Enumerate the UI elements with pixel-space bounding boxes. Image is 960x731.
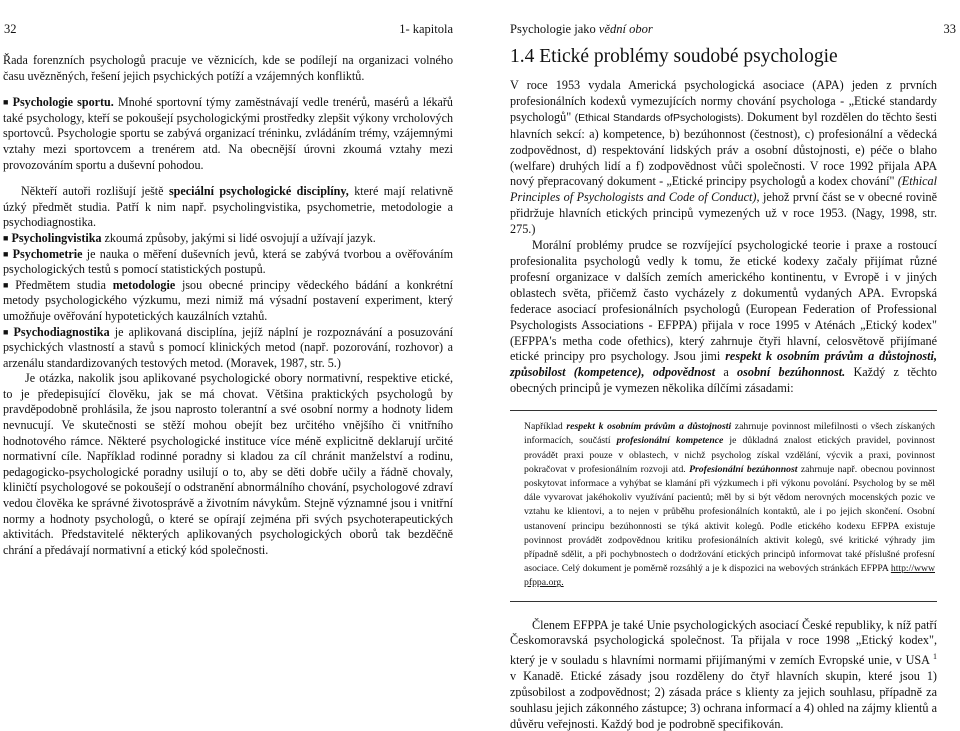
right-page — [480, 0, 960, 731]
term-psychodiagnostics: Psychodiagnostika — [13, 324, 110, 339]
running-head-left: 1- kapitola — [399, 22, 453, 36]
text-apa-a: V roce 1953 vydala Americká psychologická asociace (APA) jeden z prvních profesionálních kodexů vymezujících normy chování psychologa - „Etické standardy psychologů" — [510, 78, 937, 124]
box-text-e: je důkladná znalost etických pravidel, povinnost provádět praxi pouze v oblastech, v nichž psycholog získal vzdělání, výcvik a praxi, povinnost pokračovat v profesionálním rozvoji atd. — [524, 435, 935, 475]
running-head-plain: Psychologie jako — [510, 22, 599, 36]
text-sport-psychology: Mnohé sportovní týmy zaměstnávají vedle trenérů, masérů a lékařů také psychology, kteří se pokoušejí psychologickými prostředky zlepšit výkony vrcholových sportovců. Psychologie sportu se zabývá organizací tréninku, zvládáním trémy, vzájemnými vztahy mezi sportovcem a trenérem atd. Na obecnější úrovni zkoumá vztahy mezi provozováním sportu a duševní pohodou. — [3, 95, 453, 172]
paragraph-sport-psychology — [3, 95, 453, 173]
term-psycholinguistics: Psycholingvistika — [11, 230, 102, 245]
paragraph-special-disciplines — [3, 184, 453, 231]
text-apa-c: Dokument byl rozdělen do těchto šesti hlavních sekcí: a) kompetence, b) bezúhonnost (čestnost), c) profesionální a vědecká zodpovědnost, d) respektování lidských práv a osobní důstojnosti, e) péče o blaho (welfare) druhých lidí a f) zodpovědnost vůči společnosti. V roce 1992 přijala APA nový přepracovaný dokument - „Etické principy psychologů a kodex chování" — [510, 109, 937, 189]
running-head-right — [510, 22, 653, 37]
box-term-integrity: Profesionální bezúhonnost — [689, 463, 798, 475]
text-integrity-bold: osobní bezúhonnost. — [737, 365, 846, 380]
text-apa-italic: (Ethical Principles of Psychologists and Code of Conduct), — [510, 174, 937, 205]
section-title: 1.4 Etické problémy soudobé psychologie — [510, 46, 838, 67]
text-methodology: jsou obecné principy vědeckého bádání a konkrétní metody psychologického výzkumu, mezi nimiž má výsadní postavení experiment, který umožňuje ověřování hypotetických kauzálních vztahů. — [3, 277, 454, 323]
text-principles-bold: respekt k osobním právům a důstojnosti, způsobilost (kompetence), odpovědnost — [510, 349, 937, 380]
text-methodology-pre: Předmětem studia — [15, 277, 113, 292]
box-term-competence: profesionální kompetence — [616, 435, 724, 447]
page-number-left: 32 — [4, 22, 17, 36]
text-special-pre: Někteří autoři rozlišují ještě — [21, 184, 169, 199]
paragraph-psycholinguistics — [3, 231, 453, 247]
bullet-square-icon: ■ — [3, 248, 10, 259]
bullet-square-icon: ■ — [3, 232, 9, 243]
example-box — [510, 410, 937, 601]
term-psychometrics: Psychometrie — [12, 246, 83, 261]
box-text-g: zahrnuje např. obecnou povinnost poskytovat informace a vyhýbat se klamání při výzkumech i při výkonu povolání. Psycholog by se měl dále vyvarovat jakéhokoliv využívání pacientů; měl by si být vědom nerovných mocenských pozic ve vztahu ke klientovi, a to nejen v průběhu profesionálních kontaktů, ale i po jejich skončení. Osobní ustanovení principu bezúhonnosti se týká aktivit kolegů. Podle etického kodexu EFPPA existuje povinnost provádět zodpovědnou kritiku profesionálních aktivit kolegů, své kritické výhrady jim případně sdělit, a při pochybnostech o dodržování etických principů informovat také příslušné profesní asociace. Celý dokument je poměrně rozsáhlý a je k dispozici na webových stránkách EFPPA — [524, 463, 935, 575]
bullet-square-icon: ■ — [3, 279, 13, 290]
term-methodology: metodologie — [112, 277, 176, 292]
text-efppa-a: Členem EFPPA je také Unie psychologických asociací České republiky, k níž patří Českomoravská psychologická společnost. Ta přijala v roce 1998 „Etický kodex", který je v souladu s hlavními normami přijímanými v zemích Evropské unie, v USA — [510, 617, 937, 668]
paragraph-forensic: Řada forenzních psychologů pracuje ve věznicích, kde se podílejí na organizaci volného času uvězněných, řešení jejich psychických potíží a vzájemných konfliktů. — [3, 53, 453, 83]
box-text-c: zahrnuje povinnost milefilnosti o všech získaných informacích, součástí — [524, 421, 935, 447]
running-head-italic: vědní obor — [598, 22, 653, 36]
paragraph-normative: Je otázka, nakolik jsou aplikované psychologické obory normativní, respektive etické, to je předepisující člověku, jak se má chovat. Většina praktických psychologů by pravděpodobně prohlásila, že jsou naprosto tolerantní a své osobní normy a hodnoty lidem nevnucují. Ve skutečnosti se stěží mohou obejít bez určitého vnějšího či vnitřního hodnotového rámce. Některé psychologické instituce více méně explicitně deklarují určité normativní cíle. Například rodinné poradny si kladou za cíl chránit manželství a rodinu, pedagogicko-psychologické poradny usilují o to, aby se děti dobře učily a řádně chovaly, kliničtí psychologové se pokoušejí o odstranění abnormálního chování, psychologové zdraví vedou člověka ke správné životosprávě a životním návykům. Stejně významné jsou i vnitřní normy a hodnoty psychologů, o které se opírají zejména při svých psychoterapeutických aktivitách. Představitelé některých aplikovaných psychologických oborů tak bezděčně chrání a předávají normativní a etický kód společnosti. — [3, 371, 453, 557]
text-psycholinguistics: zkoumá způsoby, jakými si lidé osvojují a užívají jazyk. — [101, 230, 376, 245]
term-sport-psychology: Psychologie sportu. — [12, 95, 114, 110]
superscript-footnote: 1 — [933, 652, 937, 662]
text-psychometrics: je nauka o měření duševních jevů, která se zabývá tvorbou a ověřováním psychologických testů s pomocí statistických postupů. — [3, 246, 453, 277]
term-special-disciplines: speciální psychologické disciplíny, — [168, 184, 349, 199]
paragraph-apa — [510, 78, 937, 238]
text-apa-title: (Ethical Standards ofPsychologists). — [574, 111, 744, 124]
text-apa-e: jehož první část se v obecné rovině přidržuje hlavních etických principů vymezených už v roce 1953. (Nagy, 1998, str. 275.) — [510, 190, 937, 237]
bullet-square-icon: ■ — [3, 326, 11, 337]
box-term-respect: respekt k osobním právům a důstojnosti — [566, 421, 732, 433]
paragraph-methodology — [3, 278, 453, 325]
text-efppa-b: v Kanadě. Etické zásady jsou rozděleny do čtyř hlavních skupin, které jsou 1) způsobilost a zodpovědnost; 2) zásada práce s klienty za jejich souhlasu, případně za souhlasu jejich zákonného zástupce; 3) ochrana informací a 4) ohled na zájmy klientů a důvěru veřejnosti. Každý bod je podrobně specifikován. — [510, 669, 937, 731]
text-special-post: které mají relativně úzký předmět studia. Patří k nim např. psycholingvistika, psychometrie, metodologie a psychodiagnostika. — [3, 184, 453, 230]
text-moral-a: Morální problémy prudce se rozvíjející psychologické teorie i praxe a rostoucí profesionalita psychologů vedly k tomu, že etické kodexy začaly přijímat různé profesní organizace v dalších zemích amerického kontinentu, v Evropě i v jiných oblastech světa, přičemž často vycházely z dokumentů vydaných APA. Evropská federace asociací profesionálních psychologů (European Federation of Professional Psychologists Associations - EFPPA) přijala v roce 1995 v Aténách „Etický kodex" (EFPPA's metha code ofethics), který zahrnuje čtyři hlavní, celosvětově přijímané etické principy pro psychology. Jsou jimi — [510, 238, 937, 364]
paragraph-moral-problems — [510, 238, 937, 397]
box-text-a: Například — [524, 421, 567, 433]
paragraph-psychometrics — [3, 247, 453, 278]
paragraph-efppa-member — [510, 618, 937, 731]
bullet-square-icon: ■ — [3, 97, 10, 108]
text-moral-e: Každý z těchto obecných principů je vymezen několika dílčími zásadami: — [510, 365, 937, 396]
right-column — [510, 46, 937, 731]
left-column — [3, 53, 453, 558]
text-psychodiagnostics: je aplikovaná disciplína, jejíž náplní je rozpoznávání a posuzování psychických vlastností a stavů s pomocí klinických metod (např. pozorování, rozhovor) a arzenálu standardizovaných testových metod. (Moravek, 1987, str. 5.) — [3, 324, 454, 370]
efppa-link[interactable]: http://www pfppa.org. — [524, 563, 935, 589]
text-moral-c: a — [715, 365, 738, 380]
paragraph-psychodiagnostics — [3, 325, 453, 372]
page-number-right: 33 — [943, 22, 956, 36]
